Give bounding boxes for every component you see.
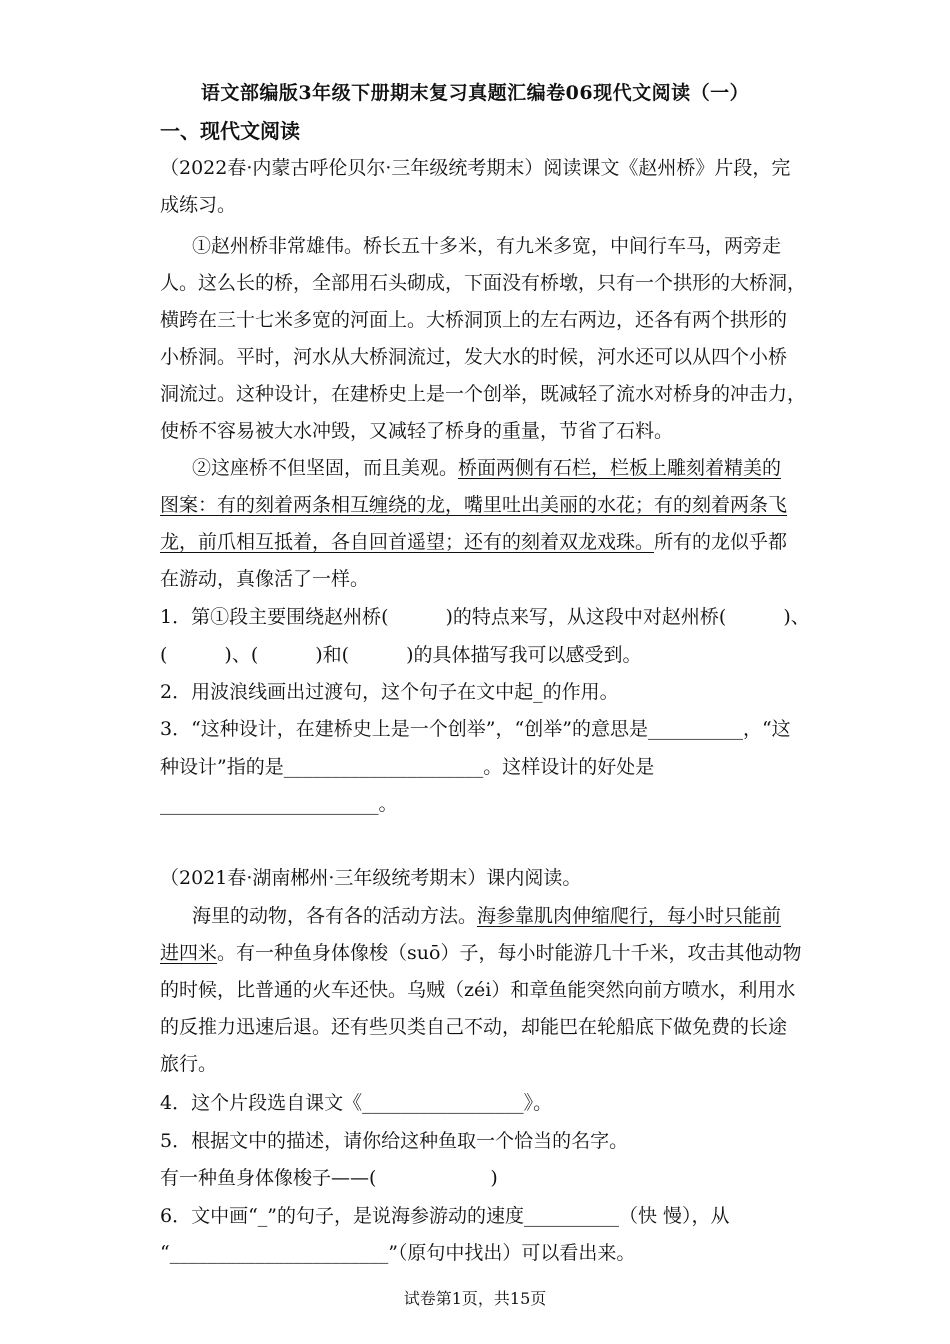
question-2: 2．用波浪线画出过渡句，这个句子在文中起_的作用。 [160,681,619,703]
question-1: 1．第①段主要围绕赵州桥( )的特点来写，从这段中对赵州桥( )、 [160,606,810,628]
question-6: 6．文中画“_”的句子，是说海参游动的速度__________（快 慢），从 [160,1205,730,1227]
p2-text: ②这座桥不但坚固，而且美观。 [192,457,459,479]
passage1-p1-line: ①赵州桥非常雄伟。桥长五十多米，有九米多宽，中间行车马，两旁走 [192,235,782,257]
question-3-cont: 种设计”指的是_____________________。这样设计的好处是 [160,756,655,778]
passage1-p2-line [160,527,787,554]
underlined-sentence: 龙，前爪相互抵着，各自回首遥望；还有的刻着双龙戏珠。 [160,531,655,553]
underlined-sentence: 桥面两侧有石栏，栏板上雕刻着精美的 [458,457,782,479]
underlined-sentence: 图案：有的刻着两条相互缠绕的龙，嘴里吐出美丽的水花；有的刻着两条飞 [160,494,788,516]
underlined-sentence: 进四米 [160,942,218,964]
page-footer: 试卷第1页，共15页 [403,1289,547,1308]
question-5: 5．根据文中的描述，请你给这种鱼取一个恰当的名字。 [160,1130,629,1152]
passage2-source: （2021春·湖南郴州·三年级统考期末）课内阅读。 [160,867,582,889]
question-3: 3．“这种设计，在建桥史上是一个创举”，“创举”的意思是__________，“这 [160,718,791,740]
passage2-line: 的反推力迅速后退。还有些贝类自己不动，却能巴在轮船底下做免费的长途 [160,1016,788,1038]
passage1-p1-line: 洞流过。这种设计，在建桥史上是一个创举，既减轻了流水对桥身的冲击力， [160,383,807,405]
page-title: 语文部编版3年级下册期末复习真题汇编卷06现代文阅读（一） [200,82,750,104]
passage1-source-cont: 成练习。 [160,194,237,216]
passage2-line [160,938,801,965]
question-5-cont: 有一种鱼身体像梭子——( ) [160,1167,498,1189]
passage2-line: 的时候，比普通的火车还快。乌贼（zéi）和章鱼能突然向前方喷水，利用水 [160,979,796,1001]
passage1-p2-line: 在游动，真像活了一样。 [160,568,370,590]
passage1-source: （2022春·内蒙古呼伦贝尔·三年级统考期末）阅读课文《赵州桥》片段，完 [160,157,791,179]
passage1-p1-line: 使桥不容易被大水冲毁，又减轻了桥身的重量，节省了石料。 [160,420,674,442]
passage1-p1-line: 小桥洞。平时，河水从大桥洞流过，发大水的时候，河水还可以从四个小桥 [160,346,788,368]
passage1-p1-line: 横跨在三十七米多宽的河面上。大桥洞顶上的左右两边，还各有两个拱形的 [160,309,788,331]
p-text: 海里的动物，各有各的活动方法。 [192,905,478,927]
passage2-line [192,901,781,928]
question-1-cont: ( )、( )和( )的具体描写我可以感受到。 [160,644,642,666]
question-3-cont: _______________________。 [160,793,398,815]
p-text: 。有一种鱼身体像梭（suō）子，每小时能游几十千米，攻击其他动物 [217,942,802,964]
question-4: 4．这个片段选自课文《_________________》。 [160,1092,553,1114]
passage1-p1-line: 人。这么长的桥，全部用石头砌成，下面没有桥墩，只有一个拱形的大桥洞， [160,272,807,294]
question-6-cont: “_______________________”（原句中找出）可以看出来。 [160,1242,636,1264]
passage1-p2-line [192,453,781,480]
p2-text: 所有的龙似乎都 [654,531,788,553]
underlined-sentence: 海参靠肌肉伸缩爬行，每小时只能前 [477,905,782,927]
section-heading: 一、现代文阅读 [160,119,300,143]
passage2-line: 旅行。 [160,1053,218,1075]
